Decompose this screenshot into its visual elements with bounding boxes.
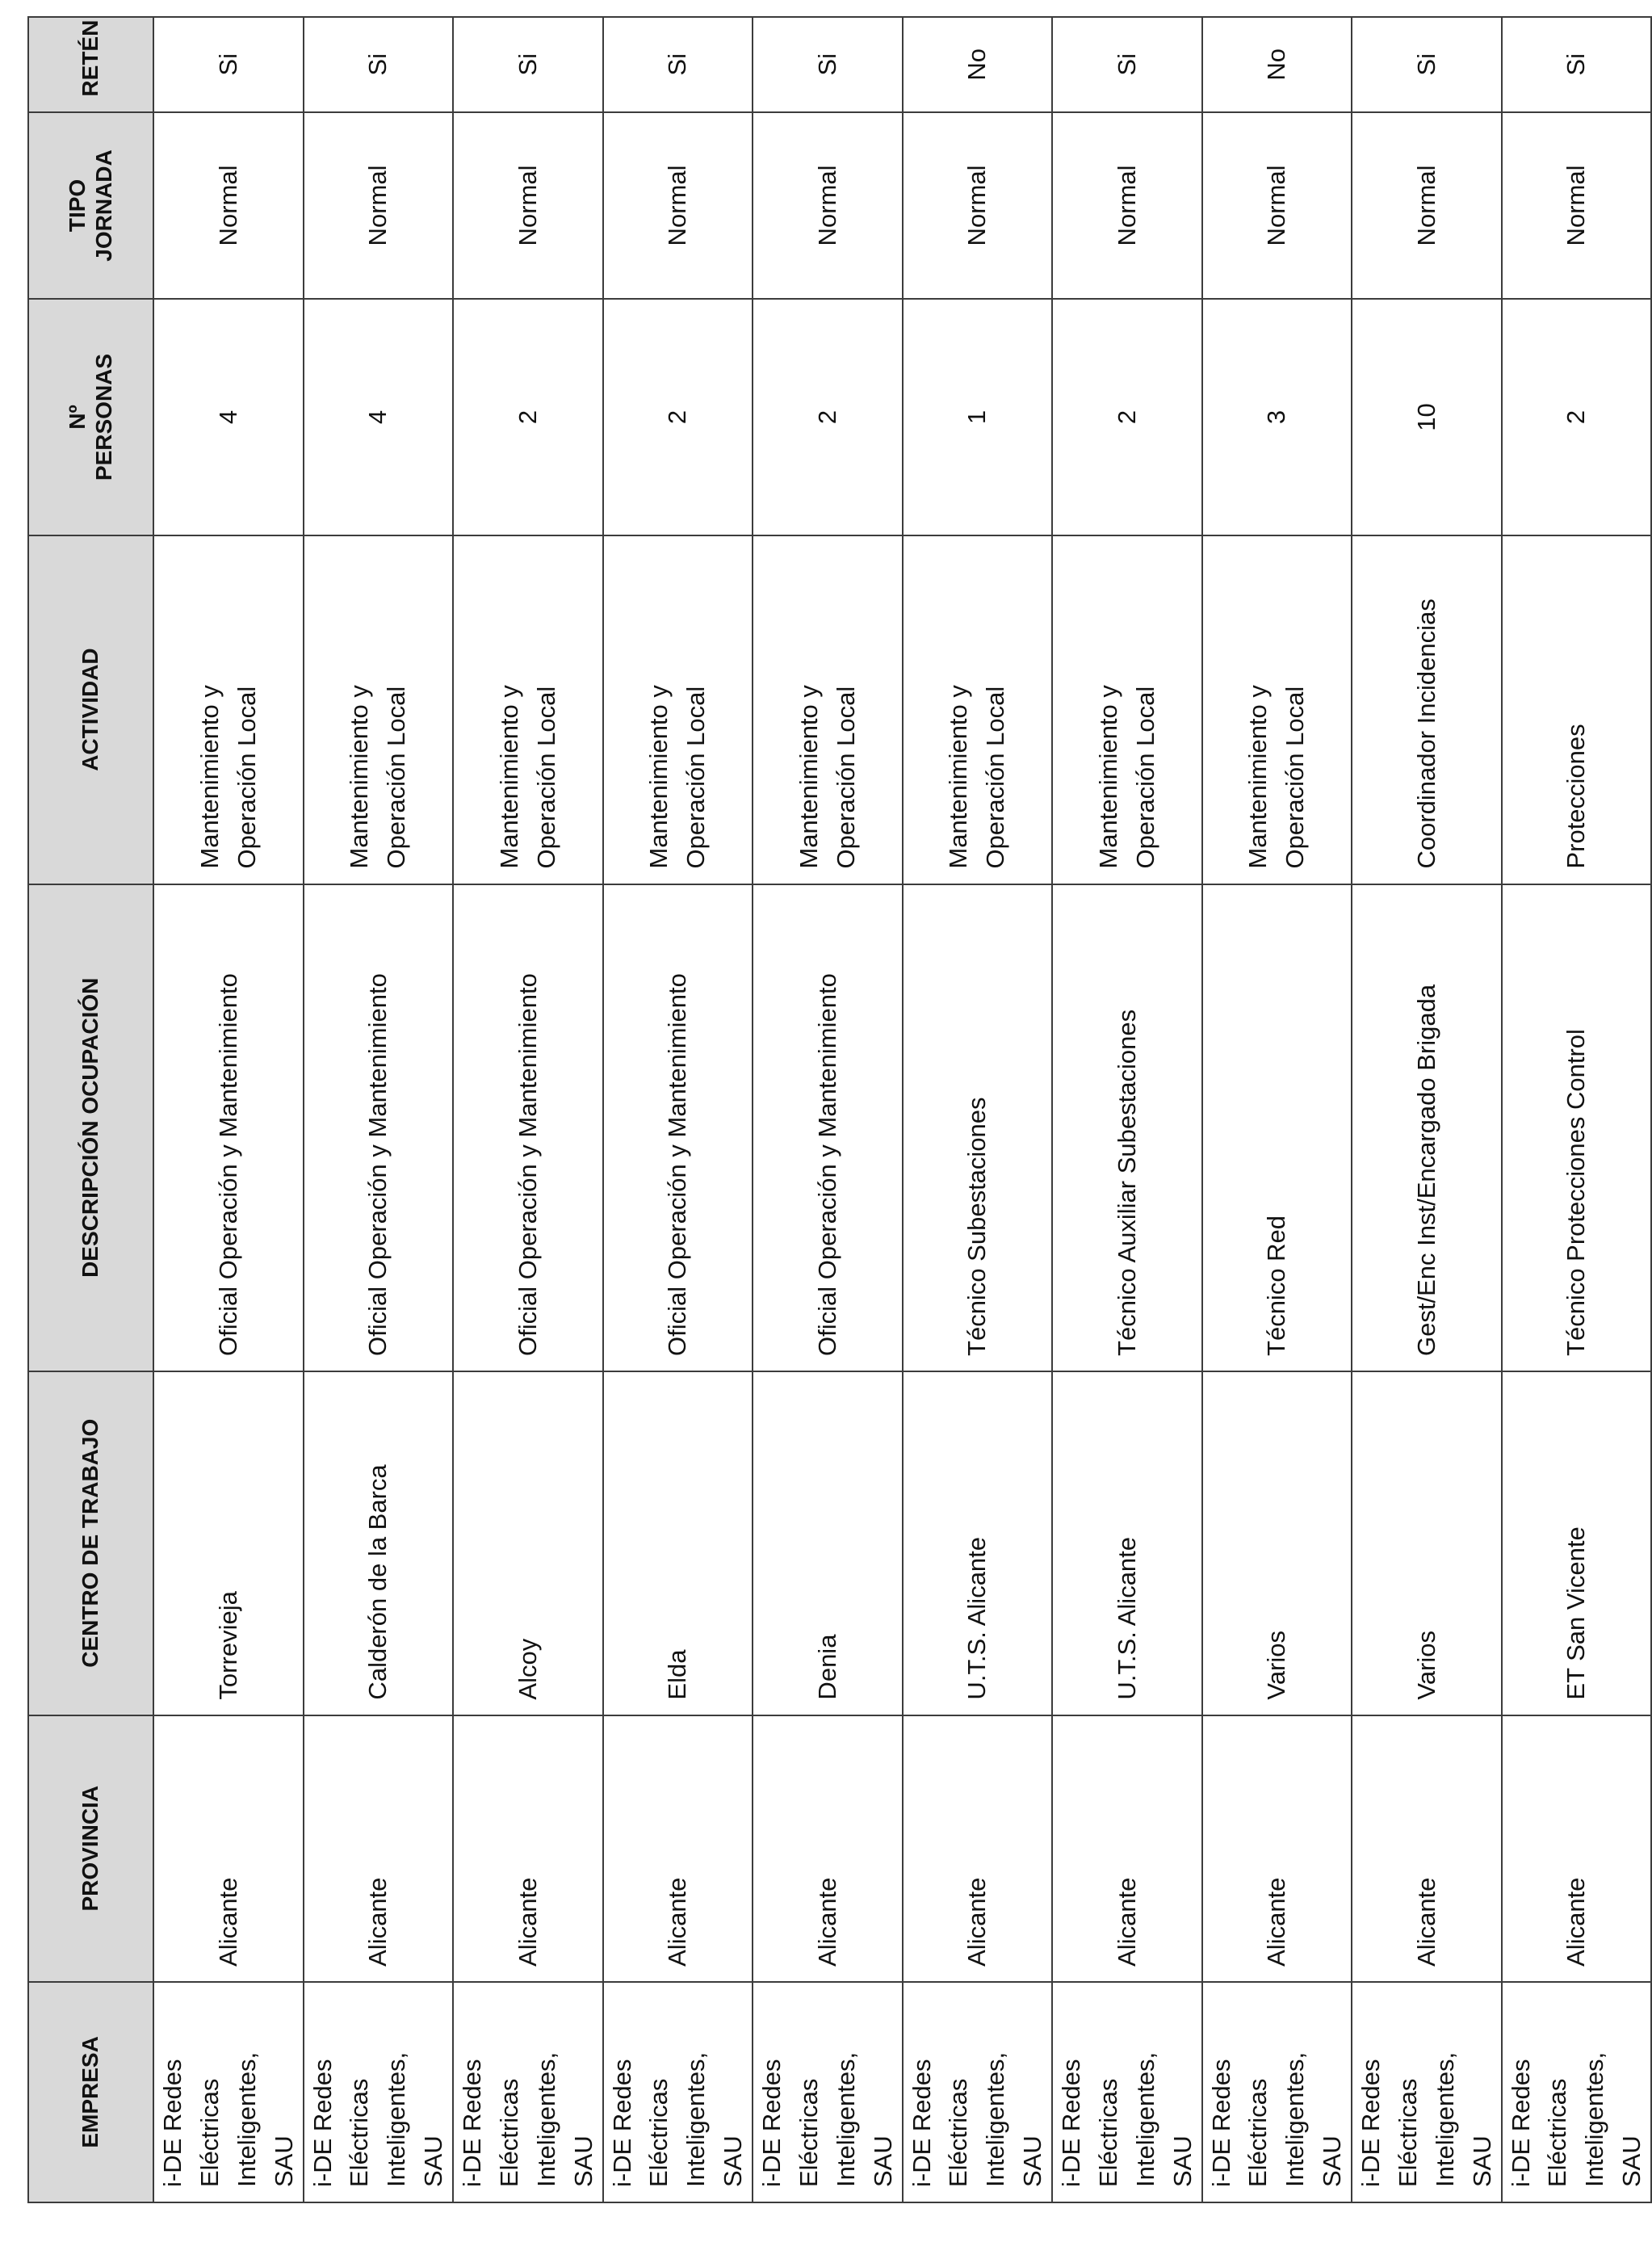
cell-empresa-line: Eléctricas <box>644 2078 673 2187</box>
cell-reten: Si <box>453 17 603 112</box>
cell-descripcion: Oficial Operación y Mantenimiento <box>453 884 603 1371</box>
table-row <box>1052 17 1202 2202</box>
cell-reten: Si <box>1502 17 1652 112</box>
cell-jornada: Normal <box>304 112 454 300</box>
cell-actividad-line: Operación Local <box>1130 686 1159 869</box>
header-centro: CENTRO DE TRABAJO <box>28 1371 153 1715</box>
cell-empresa <box>1352 1982 1502 2202</box>
table-row <box>1502 17 1652 2202</box>
table-row <box>603 17 753 2202</box>
cell-actividad-line: Mantenimiento y <box>1243 685 1273 869</box>
cell-actividad-line: Operación Local <box>831 686 860 869</box>
cell-jornada: Normal <box>903 112 1053 300</box>
cell-empresa-line: Inteligentes, SAU <box>831 2051 897 2187</box>
cell-centro: ET San Vicente <box>1502 1371 1652 1715</box>
cell-empresa-line: Eléctricas <box>345 2078 374 2187</box>
cell-actividad <box>304 535 454 884</box>
cell-empresa-line: Inteligentes, SAU <box>1281 2051 1347 2187</box>
cell-centro: Varios <box>1352 1371 1502 1715</box>
cell-empresa-line: Eléctricas <box>1393 2078 1422 2187</box>
cell-empresa-line: i-DE Redes <box>308 2059 337 2187</box>
cell-provincia: Alicante <box>453 1715 603 1982</box>
cell-actividad-line: Mantenimiento y <box>494 685 523 869</box>
cell-reten: Si <box>153 17 304 112</box>
cell-actividad <box>1052 535 1202 884</box>
cell-empresa-line: i-DE Redes <box>907 2059 936 2187</box>
cell-centro: U.T.S. Alicante <box>903 1371 1053 1715</box>
table-row <box>1352 17 1502 2202</box>
table-row <box>453 17 603 2202</box>
cell-empresa-line: Inteligentes, SAU <box>981 2051 1047 2187</box>
cell-personas: 2 <box>1052 299 1202 535</box>
header-empresa: EMPRESA <box>28 1982 153 2202</box>
cell-empresa <box>1202 1982 1352 2202</box>
cell-actividad <box>903 535 1053 884</box>
cell-empresa-line: Inteligentes, SAU <box>1430 2051 1496 2187</box>
cell-empresa-line: Eléctricas <box>494 2078 523 2187</box>
cell-jornada: Normal <box>153 112 304 300</box>
cell-jornada: Normal <box>1202 112 1352 300</box>
cell-provincia: Alicante <box>304 1715 454 1982</box>
cell-empresa <box>903 1982 1053 2202</box>
cell-empresa-line: Eléctricas <box>195 2078 224 2187</box>
cell-centro: Torrevieja <box>153 1371 304 1715</box>
cell-provincia: Alicante <box>1502 1715 1652 1982</box>
cell-descripcion: Oficial Operación y Mantenimiento <box>603 884 753 1371</box>
table-row <box>153 17 304 2202</box>
cell-empresa-line: i-DE Redes <box>607 2059 636 2187</box>
cell-jornada: Normal <box>1052 112 1202 300</box>
cell-descripcion: Oficial Operación y Mantenimiento <box>753 884 903 1371</box>
cell-centro: Denia <box>753 1371 903 1715</box>
header-jornada-line-2: JORNADA <box>90 149 116 262</box>
table-body <box>153 17 1651 2202</box>
cell-actividad <box>603 535 753 884</box>
cell-empresa-line: Inteligentes, SAU <box>382 2051 448 2187</box>
cell-empresa-line: Eléctricas <box>1543 2078 1572 2187</box>
cell-centro: Alcoy <box>453 1371 603 1715</box>
cell-actividad <box>753 535 903 884</box>
cell-actividad-line: Operación Local <box>382 686 411 869</box>
cell-provincia: Alicante <box>903 1715 1053 1982</box>
cell-actividad-line: Mantenimiento y <box>944 685 973 869</box>
staffing-table <box>27 16 1652 2203</box>
cell-actividad <box>1352 535 1502 884</box>
cell-centro: U.T.S. Alicante <box>1052 1371 1202 1715</box>
cell-descripcion: Oficial Operación y Mantenimiento <box>153 884 304 1371</box>
cell-actividad-line: Mantenimiento y <box>794 685 823 869</box>
cell-personas: 1 <box>903 299 1053 535</box>
cell-descripcion: Técnico Subestaciones <box>903 884 1053 1371</box>
cell-actividad-line: Operación Local <box>531 686 560 869</box>
cell-empresa-line: Inteligentes, SAU <box>531 2051 597 2187</box>
cell-empresa-line: i-DE Redes <box>757 2059 786 2187</box>
cell-descripcion: Gest/Enc Inst/Encargado Brigada <box>1352 884 1502 1371</box>
cell-centro: Elda <box>603 1371 753 1715</box>
cell-empresa <box>753 1982 903 2202</box>
cell-empresa <box>1052 1982 1202 2202</box>
header-jornada-line-1: TIPO <box>65 178 90 233</box>
cell-empresa-line: Eléctricas <box>794 2078 823 2187</box>
cell-empresa <box>304 1982 454 2202</box>
cell-actividad-line: Mantenimiento y <box>644 685 673 869</box>
cell-personas: 4 <box>304 299 454 535</box>
cell-actividad <box>1502 535 1652 884</box>
header-actividad: ACTIVIDAD <box>28 535 153 884</box>
header-personas-line-2: PERSONAS <box>90 353 116 481</box>
cell-actividad-line: Operación Local <box>232 686 261 869</box>
cell-actividad-line: Operación Local <box>681 686 711 869</box>
cell-actividad-line: Mantenimiento y <box>345 685 374 869</box>
cell-empresa-line: Inteligentes, SAU <box>232 2051 298 2187</box>
header-personas <box>28 299 153 535</box>
cell-jornada: Normal <box>453 112 603 300</box>
cell-actividad-line: Protecciones <box>1562 724 1591 869</box>
cell-provincia: Alicante <box>1052 1715 1202 1982</box>
cell-actividad-line: Coordinador Incidencias <box>1411 598 1440 869</box>
cell-empresa-line: i-DE Redes <box>458 2059 486 2187</box>
cell-empresa-line: Inteligentes, SAU <box>681 2051 748 2187</box>
cell-empresa <box>453 1982 603 2202</box>
cell-empresa-line: Eléctricas <box>1243 2078 1273 2187</box>
header-provincia: PROVINCIA <box>28 1715 153 1982</box>
cell-personas: 4 <box>153 299 304 535</box>
table-row <box>1202 17 1352 2202</box>
cell-empresa-line: i-DE Redes <box>1206 2059 1235 2187</box>
cell-reten: Si <box>603 17 753 112</box>
cell-actividad-line: Mantenimiento y <box>195 685 224 869</box>
cell-empresa-line: Inteligentes, SAU <box>1130 2051 1197 2187</box>
cell-empresa <box>1502 1982 1652 2202</box>
cell-actividad <box>153 535 304 884</box>
table-row <box>903 17 1053 2202</box>
cell-personas: 2 <box>753 299 903 535</box>
cell-descripcion: Oficial Operación y Mantenimiento <box>304 884 454 1371</box>
cell-empresa-line: Inteligentes, SAU <box>1580 2051 1646 2187</box>
cell-provincia: Alicante <box>1352 1715 1502 1982</box>
cell-reten: Si <box>753 17 903 112</box>
cell-personas: 10 <box>1352 299 1502 535</box>
header-reten: RETÉN <box>28 17 153 112</box>
cell-actividad <box>453 535 603 884</box>
cell-empresa-line: i-DE Redes <box>1356 2059 1385 2187</box>
cell-actividad-line: Operación Local <box>1281 686 1310 869</box>
cell-descripcion: Técnico Protecciones Control <box>1502 884 1652 1371</box>
cell-jornada: Normal <box>753 112 903 300</box>
cell-reten: Si <box>1052 17 1202 112</box>
cell-empresa <box>153 1982 304 2202</box>
cell-reten: Si <box>304 17 454 112</box>
header-row <box>28 17 153 2202</box>
cell-empresa-line: i-DE Redes <box>1506 2059 1535 2187</box>
cell-provincia: Alicante <box>603 1715 753 1982</box>
cell-centro: Varios <box>1202 1371 1352 1715</box>
cell-actividad <box>1202 535 1352 884</box>
cell-personas: 2 <box>603 299 753 535</box>
cell-provincia: Alicante <box>153 1715 304 1982</box>
cell-empresa-line: Eléctricas <box>944 2078 973 2187</box>
cell-jornada: Normal <box>603 112 753 300</box>
cell-descripcion: Técnico Red <box>1202 884 1352 1371</box>
header-personas-line-1: Nº <box>65 405 90 430</box>
cell-centro: Calderón de la Barca <box>304 1371 454 1715</box>
cell-reten: No <box>903 17 1053 112</box>
cell-reten: No <box>1202 17 1352 112</box>
cell-empresa-line: Eléctricas <box>1093 2078 1122 2187</box>
header-jornada <box>28 112 153 300</box>
cell-personas: 2 <box>1502 299 1652 535</box>
cell-personas: 3 <box>1202 299 1352 535</box>
cell-jornada: Normal <box>1352 112 1502 300</box>
table-row <box>753 17 903 2202</box>
cell-reten: Si <box>1352 17 1502 112</box>
cell-provincia: Alicante <box>1202 1715 1352 1982</box>
cell-actividad-line: Mantenimiento y <box>1093 685 1122 869</box>
cell-empresa-line: i-DE Redes <box>158 2059 187 2187</box>
cell-empresa-line: i-DE Redes <box>1057 2059 1085 2187</box>
cell-jornada: Normal <box>1502 112 1652 300</box>
cell-provincia: Alicante <box>753 1715 903 1982</box>
cell-empresa <box>603 1982 753 2202</box>
cell-actividad-line: Operación Local <box>981 686 1010 869</box>
cell-personas: 2 <box>453 299 603 535</box>
cell-descripcion: Técnico Auxiliar Subestaciones <box>1052 884 1202 1371</box>
table-row <box>304 17 454 2202</box>
header-descripcion: DESCRIPCIÓN OCUPACIÓN <box>28 884 153 1371</box>
